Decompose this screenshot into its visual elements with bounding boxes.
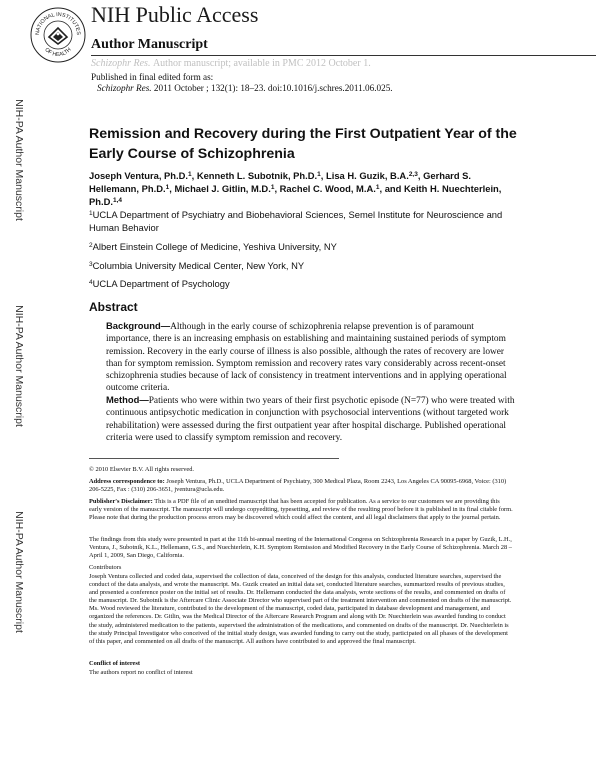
conflict-heading: Conflict of interest xyxy=(89,660,140,667)
citation-text: 2011 October ; 132(1): 18–23. doi:10.1016/j.schres.2011.06.025. xyxy=(153,83,393,93)
copyright: © 2010 Elsevier B.V. All rights reserved. xyxy=(89,466,195,473)
footnote-divider xyxy=(89,458,339,459)
nih-seal-logo xyxy=(29,6,87,64)
publisher-disclaimer: Publisher's Disclaimer: This is a PDF file of an unedited manuscript that has been accepted for publication. As a service to our customers we are providing this early version of the manuscript. The manuscript will undergo copyediting, typesetting, and review of the resulting proof before it is published in its final citable form. Please note that during the production process errors may be discovered which could affect the content, and all legal disclaimers that apply to the journal pertain. xyxy=(89,498,513,522)
citation xyxy=(91,83,393,94)
abstract-method: Method—Patients who were within two years of their first psychotic episode (N=77) who were treated with continuous antipsychotic medication in conjunction with psychosocial interventions (without targeted work rehabilitation) were assessed during the first outpatient year after hospital discharge. Published operational criteria were used to classify symptom remission and recovery. xyxy=(106,394,515,443)
seal-text-top: NATIONAL INSTITUTES xyxy=(34,11,82,36)
pmc-availability xyxy=(91,58,371,69)
sidebar-watermark: NIH-PA Author Manuscript xyxy=(13,99,25,221)
affiliation: $^1$UCLA Department of Psychiatry and Biobehavioral Sciences, Semel Institute for Neuroscience and Human Behavior xyxy=(89,209,503,233)
correspondence: Address correspondence to: Joseph Ventura, Ph.D., UCLA Department of Psychiatry, 300 Medical Plaza, Room 2243, Los Angeles CA 90095-6968, Voice: (310) 206-5225, Fax : (310) 206-3651, jventura@ucla.edu. xyxy=(89,478,507,494)
published-label: Published in final edited form as: xyxy=(91,72,214,82)
header-divider xyxy=(91,55,596,56)
findings-note: The findings from this study were presented in part at the 11th bi-annual meeting of the International Congress on Schizophrenia Research in a paper by Guzik, L.H., Ventura, J., Subotnik, K.L., Hellemann, G.S., and Nuechterlein, K.H. Symptom Remission and Modified Recovery in the Early Course of Schizophrenia. March 28 – April 1, 2009, San Diego, California. xyxy=(89,536,512,560)
affiliation: $^3$Columbia University Medical Center, New York, NY xyxy=(89,260,305,271)
author: Keith H. Nuechterlein, Ph.D. xyxy=(89,183,502,207)
contributors-heading: Contributors xyxy=(89,564,122,571)
abstract-heading: Abstract xyxy=(89,300,138,314)
header-subtitle: Author Manuscript xyxy=(91,37,208,52)
availability-text: Author manuscript; available in PMC 2012 October 1. xyxy=(152,58,371,69)
affiliation: $^2$Albert Einstein College of Medicine, Yeshiva University, NY xyxy=(89,241,337,252)
author: Joseph Ventura, Ph.D. xyxy=(89,170,188,181)
sidebar-watermark: NIH-PA Author Manuscript xyxy=(13,305,25,427)
author: Michael J. Gitlin, M.D. xyxy=(174,183,271,194)
contributors-text: Joseph Ventura collected and coded data, supervised the collection of data, conceived of the design for this analysis, conducted literature searches, supervised the conduct of the data analysis, and wrote the manuscript. Ms. Guzik created an initial data set, conducted literature searches, summarized results of previous studies, and presented a conference poster on the initial set of results. Dr. Hellemann conducted the data analysis, wrote sections of the results, and commented on drafts of the manuscript. Dr. Subotnik is the Aftercare Clinic Associate Director who supervised part of the treatment intervention and commented on drafts of the manuscript. Ms. Wood reviewed the literature, contributed to the development of the manuscript, coded data, participated in database development and management, and organized the references. Dr. Gitlin, was the Medical Director of the Aftercare Research Program and along with Dr. Nuechterlein was awarded funding to conduct the study, administered medication to the patients, supervised the administration of the medications, and commented on drafts of the manuscript. Dr. Nuechterlein is the study Principal Investigator who conceived of the initial study design, was awarded funding to carry out the study, participated on all phases of the development of this paper, and commented on all drafts of the manuscript. All authors have contributed to and approved the final manuscript. xyxy=(89,573,512,645)
conflict-text: The authors report no conflict of interest xyxy=(89,669,193,676)
author: Lisa H. Guzik, B.A. xyxy=(325,170,409,181)
citation-journal: Schizophr Res. xyxy=(97,83,152,93)
journal-abbrev: Schizophr Res. xyxy=(91,58,151,69)
publication-info xyxy=(91,72,393,94)
seal-text-bottom: OF HEALTH xyxy=(43,46,73,59)
svg-text:OF HEALTH xyxy=(43,47,72,58)
header-title: NIH Public Access xyxy=(91,2,259,27)
author-list: Joseph Ventura, Ph.D.$^1$, Kenneth L. Subotnik, Ph.D.$^1$, Lisa H. Guzik, B.A.$^{2,3}$, Gerhard S. Hellemann, Ph.D.$^1$, Michael J. Gitlin, M.D.$^1$, Rachel C. Wood, M.A.$^1$, and Keith H. Nuechterlein, Ph.D.$^{1,4}$ xyxy=(89,170,502,207)
sidebar-watermark: NIH-PA Author Manuscript xyxy=(13,511,25,633)
affiliation: $^4$UCLA Department of Psychology xyxy=(89,278,230,289)
author: Kenneth L. Subotnik, Ph.D. xyxy=(196,170,318,181)
abstract-background: Background—Although in the early course of schizophrenia relapse prevention is of paramount importance, there is an increasing emphasis on establishing and maintaining sustained periods of symptom remission. Recovery in the early course of illness is also possible, although the rates of recovery are lower than for symptom remission. Symptom remission and recovery rates vary considerably across recent-onset schizophrenia studies because of lack of consistency in treatment interventions and in applying operational outcome criteria. xyxy=(106,320,507,394)
article-title: Remission and Recovery during the First Outpatient Year of the Early Course of Schizophrenia xyxy=(89,126,517,162)
author: Gerhard S. Hellemann, Ph.D. xyxy=(89,170,472,194)
author: Rachel C. Wood, M.A. xyxy=(279,183,376,194)
